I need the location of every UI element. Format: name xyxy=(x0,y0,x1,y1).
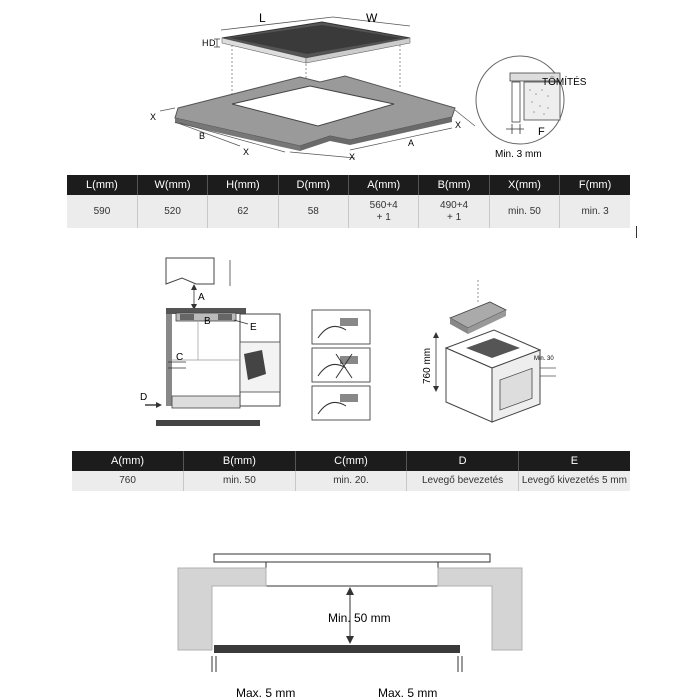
label-L: L xyxy=(259,11,266,25)
label-H: H xyxy=(202,38,209,48)
right-gap-label: Max. 5 mm xyxy=(378,686,438,700)
value-cell: Levegő kivezetés 5 mm xyxy=(518,471,630,491)
value-cell: 560+4 + 1 xyxy=(349,195,419,228)
installation-diagram xyxy=(0,250,700,440)
label-F: F xyxy=(538,126,545,138)
value-cell: 62 xyxy=(208,195,278,228)
table-header-row xyxy=(72,451,630,471)
label-X-left: X xyxy=(150,112,157,122)
label-X-bottom: X xyxy=(243,147,250,157)
value-cell: min. 3 xyxy=(560,195,630,228)
label-X-right: X xyxy=(455,120,462,130)
header-cell: A(mm) xyxy=(349,175,419,195)
header-cell: E xyxy=(518,451,630,471)
installation-table xyxy=(72,451,630,491)
label-A: A xyxy=(408,138,415,148)
table-header-row xyxy=(67,175,630,195)
min-label: Min. 30 xyxy=(534,356,554,362)
height-label: 760 mm xyxy=(422,347,433,384)
header-cell: L(mm) xyxy=(67,175,137,195)
value-cell: Levegő bevezetés xyxy=(407,471,519,491)
label-D: D xyxy=(209,38,216,48)
header-cell: X(mm) xyxy=(489,175,559,195)
table-row xyxy=(72,471,630,491)
label-X-front: X xyxy=(349,152,356,162)
value-cell: 590 xyxy=(67,195,137,228)
label-B: B xyxy=(204,316,211,327)
hob-cutout-diagram xyxy=(0,0,700,172)
value-cell: min. 50 xyxy=(489,195,559,228)
header-cell: B(mm) xyxy=(419,175,489,195)
left-gap-label: Max. 5 mm xyxy=(236,686,296,700)
label-B: B xyxy=(199,131,206,141)
min-gap-label: Min. 50 mm xyxy=(328,611,391,625)
value-cell: 520 xyxy=(137,195,207,228)
header-cell: F(mm) xyxy=(560,175,630,195)
gasket-note: Min. 3 mm xyxy=(495,149,542,160)
value-cell: 58 xyxy=(278,195,348,228)
table-row xyxy=(67,195,630,228)
label-A: A xyxy=(198,292,205,303)
header-cell: B(mm) xyxy=(184,451,296,471)
header-cell: H(mm) xyxy=(208,175,278,195)
header-cell: A(mm) xyxy=(72,451,184,471)
header-cell: C(mm) xyxy=(295,451,407,471)
label-W: W xyxy=(366,11,378,25)
table-edge-mark xyxy=(636,226,637,238)
clearance-diagram xyxy=(0,540,700,700)
header-cell: W(mm) xyxy=(137,175,207,195)
value-cell: 760 xyxy=(72,471,184,491)
value-cell: min. 20. xyxy=(295,471,407,491)
value-cell: 490+4 + 1 xyxy=(419,195,489,228)
dimension-table xyxy=(67,175,630,228)
header-cell: D xyxy=(407,451,519,471)
header-cell: D(mm) xyxy=(278,175,348,195)
value-cell: min. 50 xyxy=(184,471,296,491)
gasket-label: TÖMÍTÉS xyxy=(542,77,587,88)
label-C: C xyxy=(176,352,184,363)
label-E: E xyxy=(250,322,257,333)
label-D: D xyxy=(140,392,148,403)
